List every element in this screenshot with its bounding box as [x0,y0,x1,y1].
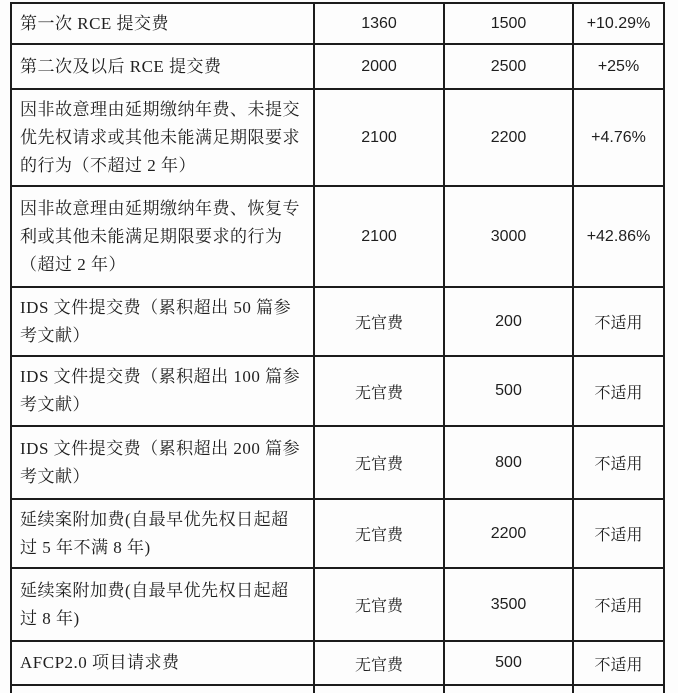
cutoff-cell [444,685,573,693]
change-cell: 不适用 [573,499,664,568]
old-fee-cell: 无官费 [314,568,444,641]
fee-name-cell: 因非故意理由延期缴纳年费、未提交优先权请求或其他未能满足期限要求的行为（不超过 2 年） [11,89,314,186]
new-fee-cell: 500 [444,641,573,685]
new-fee-cell: 500 [444,356,573,426]
new-fee-cell: 2500 [444,44,573,89]
old-fee-cell: 1360 [314,3,444,44]
new-fee-cell: 3000 [444,186,573,287]
fee-name-cell: 延续案附加费(自最早优先权日起超过 8 年) [11,568,314,641]
old-fee-cell: 2100 [314,186,444,287]
fee-row [11,641,664,685]
old-fee-cell: 无官费 [314,287,444,356]
new-fee-cell: 2200 [444,89,573,186]
fee-name-cell: 第一次 RCE 提交费 [11,3,314,44]
change-cell: +42.86% [573,186,664,287]
fee-row [11,89,664,186]
change-cell: +25% [573,44,664,89]
fee-name-cell: 因非故意理由延期缴纳年费、恢复专利或其他未能满足期限要求的行为（超过 2 年） [11,186,314,287]
fee-row [11,568,664,641]
new-fee-cell: 1500 [444,3,573,44]
new-fee-cell: 200 [444,287,573,356]
old-fee-cell: 无官费 [314,499,444,568]
change-cell: 不适用 [573,356,664,426]
fee-name-cell: 延续案附加费(自最早优先权日起超过 5 年不满 8 年) [11,499,314,568]
change-cell: +4.76% [573,89,664,186]
change-cell: +10.29% [573,3,664,44]
fee-row [11,499,664,568]
fee-row [11,44,664,89]
cutoff-cell [314,685,444,693]
fee-name-cell: IDS 文件提交费（累积超出 50 篇参考文献） [11,287,314,356]
fee-name-cell: IDS 文件提交费（累积超出 100 篇参考文献） [11,356,314,426]
fee-row [11,3,664,44]
old-fee-cell: 2100 [314,89,444,186]
fee-row [11,426,664,499]
cutoff-row [11,685,664,693]
change-cell: 不适用 [573,426,664,499]
fee-row [11,287,664,356]
old-fee-cell: 无官费 [314,641,444,685]
old-fee-cell: 2000 [314,44,444,89]
fee-name-cell: AFCP2.0 项目请求费 [11,641,314,685]
new-fee-cell: 2200 [444,499,573,568]
cutoff-cell [573,685,664,693]
fee-name-cell: IDS 文件提交费（累积超出 200 篇参考文献） [11,426,314,499]
cutoff-cell [11,685,314,693]
change-cell: 不适用 [573,568,664,641]
new-fee-cell: 3500 [444,568,573,641]
fee-row [11,186,664,287]
change-cell: 不适用 [573,287,664,356]
fee-table [10,2,665,693]
new-fee-cell: 800 [444,426,573,499]
old-fee-cell: 无官费 [314,426,444,499]
fee-row [11,356,664,426]
old-fee-cell: 无官费 [314,356,444,426]
fee-name-cell: 第二次及以后 RCE 提交费 [11,44,314,89]
change-cell: 不适用 [573,641,664,685]
